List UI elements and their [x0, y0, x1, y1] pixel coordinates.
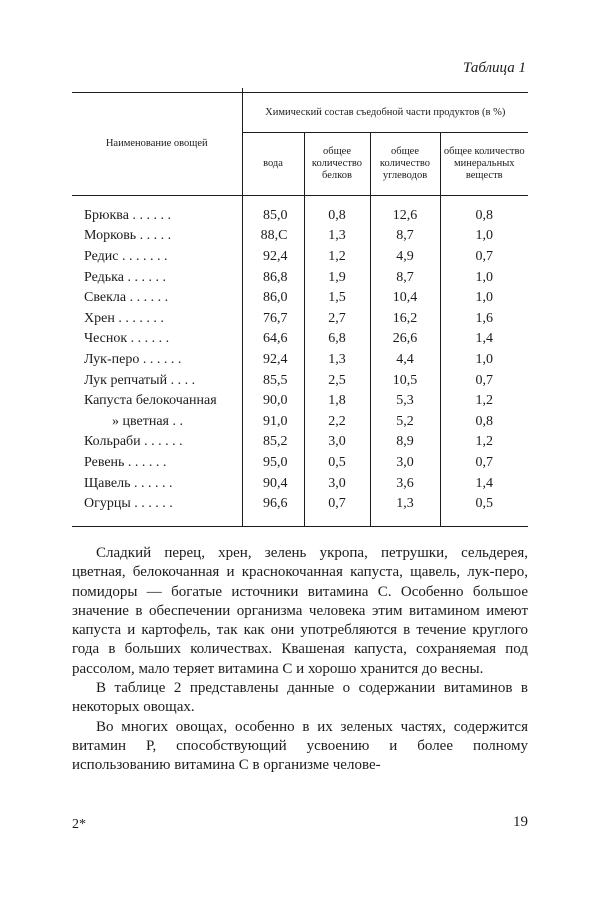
column-header-carbohydrates: общее количество углеводов — [370, 133, 440, 195]
table-bottom-rule — [72, 514, 528, 527]
carbohydrates-value: 8,9 — [370, 432, 440, 453]
protein-value: 3,0 — [304, 432, 370, 453]
vegetable-name: Брюква . . . . . . — [84, 207, 171, 223]
group-header: Химический состав съедобной части продуктов (в %) — [265, 106, 506, 118]
carbohydrates-value: 3,0 — [370, 453, 440, 474]
table-row — [72, 473, 528, 494]
table-row — [72, 494, 528, 515]
table-row — [72, 267, 528, 288]
vegetable-name: Кольраби . . . . . . — [84, 434, 183, 450]
minerals-value: 0,8 — [440, 411, 528, 432]
water-value: 86,8 — [242, 267, 304, 288]
protein-value: 2,2 — [304, 411, 370, 432]
paragraph: В таблице 2 представлены данные о содержании витаминов в некоторых овощах. — [72, 680, 528, 716]
paragraph: Во многих овощах, особенно в их зеленых частях, содержится витамин Р, способствующий усвоению и более полному использованию витамина С в организме челове- — [72, 718, 528, 774]
carbohydrates-value: 4,4 — [370, 350, 440, 371]
water-value: 85,2 — [242, 432, 304, 453]
protein-value: 0,5 — [304, 453, 370, 474]
water-value: 92,4 — [242, 247, 304, 268]
vegetable-name: Редька . . . . . . — [84, 269, 166, 285]
minerals-value: 0,7 — [440, 370, 528, 391]
protein-value: 6,8 — [304, 329, 370, 350]
column-header-protein: общее количество белков — [304, 133, 370, 195]
table-row — [72, 453, 528, 474]
table-row — [72, 350, 528, 371]
carbohydrates-value: 8,7 — [370, 267, 440, 288]
protein-value: 1,3 — [304, 226, 370, 247]
minerals-value: 1,2 — [440, 391, 528, 412]
column-header-minerals: общее количество минеральных веществ — [440, 133, 528, 195]
minerals-value: 1,4 — [440, 329, 528, 350]
carbohydrates-value: 1,3 — [370, 494, 440, 515]
protein-value: 2,5 — [304, 370, 370, 391]
table-row — [72, 226, 528, 247]
vegetable-name: Ревень . . . . . . — [84, 454, 167, 470]
table-row — [72, 411, 528, 432]
carbohydrates-value: 8,7 — [370, 226, 440, 247]
minerals-value: 0,7 — [440, 247, 528, 268]
protein-value: 0,8 — [304, 206, 370, 227]
table-row — [72, 206, 528, 227]
table-row — [72, 288, 528, 309]
vegetable-name: Капуста белокочанная — [84, 393, 217, 409]
table-row — [72, 329, 528, 350]
vegetable-name: » цветная . . — [112, 413, 183, 429]
minerals-value: 1,6 — [440, 308, 528, 329]
table-row — [72, 370, 528, 391]
vegetable-name: Чеснок . . . . . . — [84, 331, 170, 347]
name-column-header: Наименование овощей — [72, 93, 242, 195]
vegetable-composition-table — [72, 88, 528, 527]
vegetable-name: Огурцы . . . . . . — [84, 496, 173, 512]
water-value: 85,5 — [242, 370, 304, 391]
table-row — [72, 247, 528, 268]
carbohydrates-value: 10,4 — [370, 288, 440, 309]
vegetable-name: Лук-перо . . . . . . — [84, 351, 182, 367]
vegetable-name: Щавель . . . . . . — [84, 475, 173, 491]
minerals-value: 0,8 — [440, 206, 528, 227]
water-value: 95,0 — [242, 453, 304, 474]
paragraph: Сладкий перец, хрен, зелень укропа, петрушки, сельдерея, цветная, белокочанная и краснокочанная капуста, щавель, лук-перо, помидоры — богатые источники витамина С. Особенно большое значение в обеспечении организма человека этим витамином имеют капуста и картофель, так как они употребляются в течение круглого года в больших количествах. Квашеная капуста, сохраняемая под рассолом, мало теряет витамина С и хорошо хранится до весны. — [72, 545, 528, 677]
water-value: 91,0 — [242, 411, 304, 432]
water-value: 88,С — [242, 226, 304, 247]
water-value: 92,4 — [242, 350, 304, 371]
table-row — [72, 308, 528, 329]
minerals-value: 1,0 — [440, 288, 528, 309]
minerals-value: 1,4 — [440, 473, 528, 494]
carbohydrates-value: 5,2 — [370, 411, 440, 432]
protein-value: 1,3 — [304, 350, 370, 371]
protein-value: 3,0 — [304, 473, 370, 494]
protein-value: 1,9 — [304, 267, 370, 288]
vegetable-name: Морковь . . . . . — [84, 228, 172, 244]
carbohydrates-value: 5,3 — [370, 391, 440, 412]
vegetable-name: Свекла . . . . . . — [84, 290, 169, 306]
body-text — [72, 544, 528, 776]
carbohydrates-value: 4,9 — [370, 247, 440, 268]
carbohydrates-value: 3,6 — [370, 473, 440, 494]
protein-value: 1,8 — [304, 391, 370, 412]
carbohydrates-value: 16,2 — [370, 308, 440, 329]
protein-value: 1,5 — [304, 288, 370, 309]
table-row — [72, 432, 528, 453]
vegetable-name: Лук репчатый . . . . — [84, 372, 196, 388]
signature-mark: 2* — [72, 817, 86, 832]
water-value: 90,0 — [242, 391, 304, 412]
water-value: 96,6 — [242, 494, 304, 515]
protein-value: 0,7 — [304, 494, 370, 515]
column-header-water: вода — [263, 157, 283, 169]
protein-value: 1,2 — [304, 247, 370, 268]
vegetable-name: Редис . . . . . . . — [84, 248, 168, 264]
minerals-value: 1,0 — [440, 350, 528, 371]
carbohydrates-value: 26,6 — [370, 329, 440, 350]
minerals-value: 1,2 — [440, 432, 528, 453]
minerals-value: 1,0 — [440, 267, 528, 288]
water-value: 90,4 — [242, 473, 304, 494]
water-value: 86,0 — [242, 288, 304, 309]
minerals-value: 1,0 — [440, 226, 528, 247]
table-caption: Таблица 1 — [463, 60, 526, 76]
carbohydrates-value: 12,6 — [370, 206, 440, 227]
water-value: 76,7 — [242, 308, 304, 329]
vegetable-name: Хрен . . . . . . . — [84, 310, 164, 326]
protein-value: 2,7 — [304, 308, 370, 329]
page-number: 19 — [513, 814, 528, 830]
water-value: 85,0 — [242, 206, 304, 227]
carbohydrates-value: 10,5 — [370, 370, 440, 391]
minerals-value: 0,5 — [440, 494, 528, 515]
minerals-value: 0,7 — [440, 453, 528, 474]
table-row — [72, 391, 528, 412]
water-value: 64,6 — [242, 329, 304, 350]
